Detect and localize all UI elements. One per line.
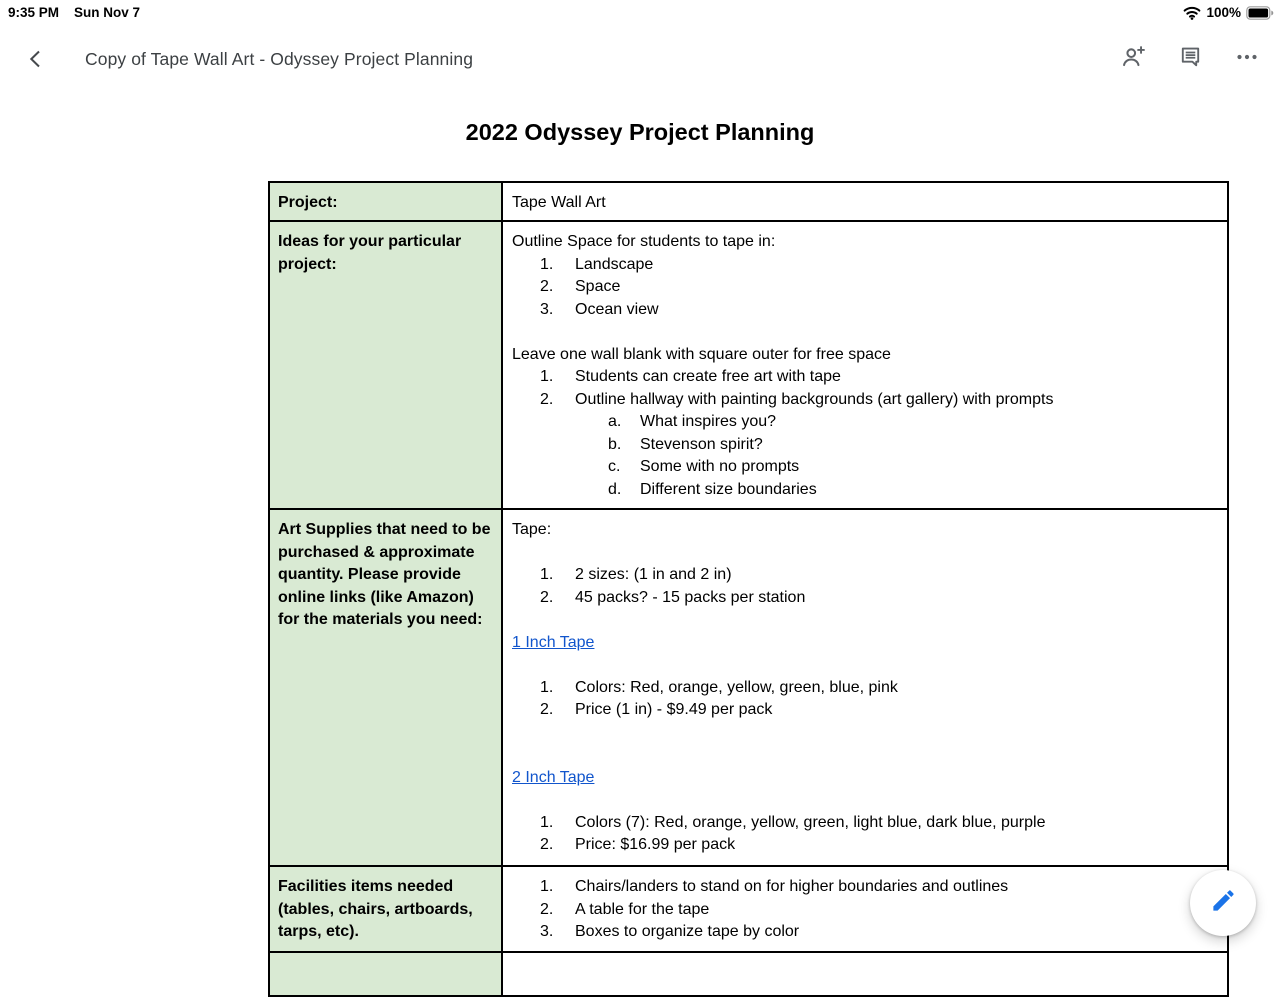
- list-item: Chairs/landers to stand on for higher boundaries and outlines: [575, 878, 1009, 895]
- list-item: Colors (7): Red, orange, yellow, green, light blue, dark blue, purple: [575, 813, 1046, 831]
- comment-icon: [1178, 44, 1203, 74]
- list-item: A table for the tape: [575, 900, 710, 918]
- table-cell-next[interactable]: [503, 953, 1227, 995]
- table-cell-facilities-content[interactable]: [503, 867, 1227, 953]
- edit-pencil-icon: [1210, 887, 1237, 919]
- list-item: Stevenson spirit?: [640, 435, 763, 453]
- numbered-list: [512, 366, 1217, 411]
- list-item: 2 sizes: (1 in and 2 in): [575, 566, 732, 583]
- table-cell-art-supplies-content[interactable]: [503, 510, 1227, 867]
- list-item: Some with no prompts: [640, 458, 800, 475]
- comments-button[interactable]: [1177, 46, 1203, 72]
- cell-label: Art Supplies that need to be purchased & approximate quantity. Please provide online links (like Amazon) for the materials you need:: [278, 521, 491, 628]
- table-header-cell-facilities[interactable]: [270, 867, 503, 953]
- list-item: What inspires you?: [640, 413, 777, 430]
- list-item: 45 packs? - 15 packs per station: [575, 588, 806, 606]
- list-item: Outline hallway with painting backgrounds (art gallery) with prompts: [575, 390, 1054, 408]
- table-header-cell-ideas[interactable]: [270, 222, 503, 510]
- table-cell-ideas-content[interactable]: [503, 222, 1227, 510]
- table-cell-project-value[interactable]: [503, 183, 1227, 222]
- paragraph: Outline Space for students to tape in:: [512, 233, 776, 250]
- list-item: Colors: Red, orange, yellow, green, blue, pink: [575, 678, 898, 696]
- cell-label: Project:: [278, 194, 338, 211]
- list-item: Price (1 in) - $9.49 per pack: [575, 701, 773, 718]
- status-date: Sun Nov 7: [74, 5, 141, 20]
- planning-table: [268, 181, 1229, 997]
- numbered-list: [512, 812, 1217, 857]
- list-item: Ocean view: [575, 300, 659, 318]
- link-2-inch-tape[interactable]: 2 Inch Tape: [512, 768, 595, 786]
- back-button[interactable]: [24, 47, 48, 71]
- cell-label: Ideas for your particular project:: [278, 233, 462, 273]
- numbered-list: [512, 876, 1217, 944]
- list-item: Students can create free art with tape: [575, 368, 841, 385]
- list-item: Different size boundaries: [640, 480, 817, 498]
- status-time: 9:35 PM: [8, 5, 60, 20]
- list-item: Space: [575, 278, 621, 295]
- battery-percent: 100%: [1206, 5, 1241, 20]
- more-options-button[interactable]: [1234, 46, 1260, 72]
- status-bar: [0, 0, 1280, 28]
- numbered-list: [512, 564, 1217, 609]
- share-button[interactable]: [1120, 46, 1146, 72]
- table-header-cell-project[interactable]: [270, 183, 503, 222]
- paragraph: Leave one wall blank with square outer for free space: [512, 345, 891, 363]
- edit-fab-button[interactable]: [1190, 870, 1256, 936]
- cell-label: Facilities items needed (tables, chairs, artboards, tarps, etc).: [278, 878, 473, 940]
- page-title[interactable]: 2022 Odyssey Project Planning: [465, 119, 815, 145]
- numbered-list: [512, 677, 1217, 722]
- battery-full-icon: [1246, 6, 1274, 20]
- cell-text: Tape Wall Art: [512, 194, 606, 211]
- lettered-sublist: [512, 411, 1217, 501]
- list-item: Price: $16.99 per pack: [575, 836, 736, 853]
- app-header: [0, 36, 1280, 82]
- table-header-cell-next[interactable]: [270, 953, 503, 995]
- paragraph: Tape:: [512, 521, 552, 538]
- document-title-header[interactable]: Copy of Tape Wall Art - Odyssey Project Planning: [85, 48, 474, 69]
- more-options-icon: [1235, 45, 1259, 74]
- numbered-list: [512, 254, 1217, 322]
- add-person-icon: [1120, 43, 1147, 75]
- link-1-inch-tape[interactable]: 1 Inch Tape: [512, 633, 595, 651]
- back-chevron-icon: [24, 58, 48, 75]
- table-header-cell-art-supplies[interactable]: [270, 510, 503, 867]
- wifi-icon: [1183, 6, 1201, 20]
- list-item: Landscape: [575, 255, 654, 273]
- list-item: Boxes to organize tape by color: [575, 923, 800, 940]
